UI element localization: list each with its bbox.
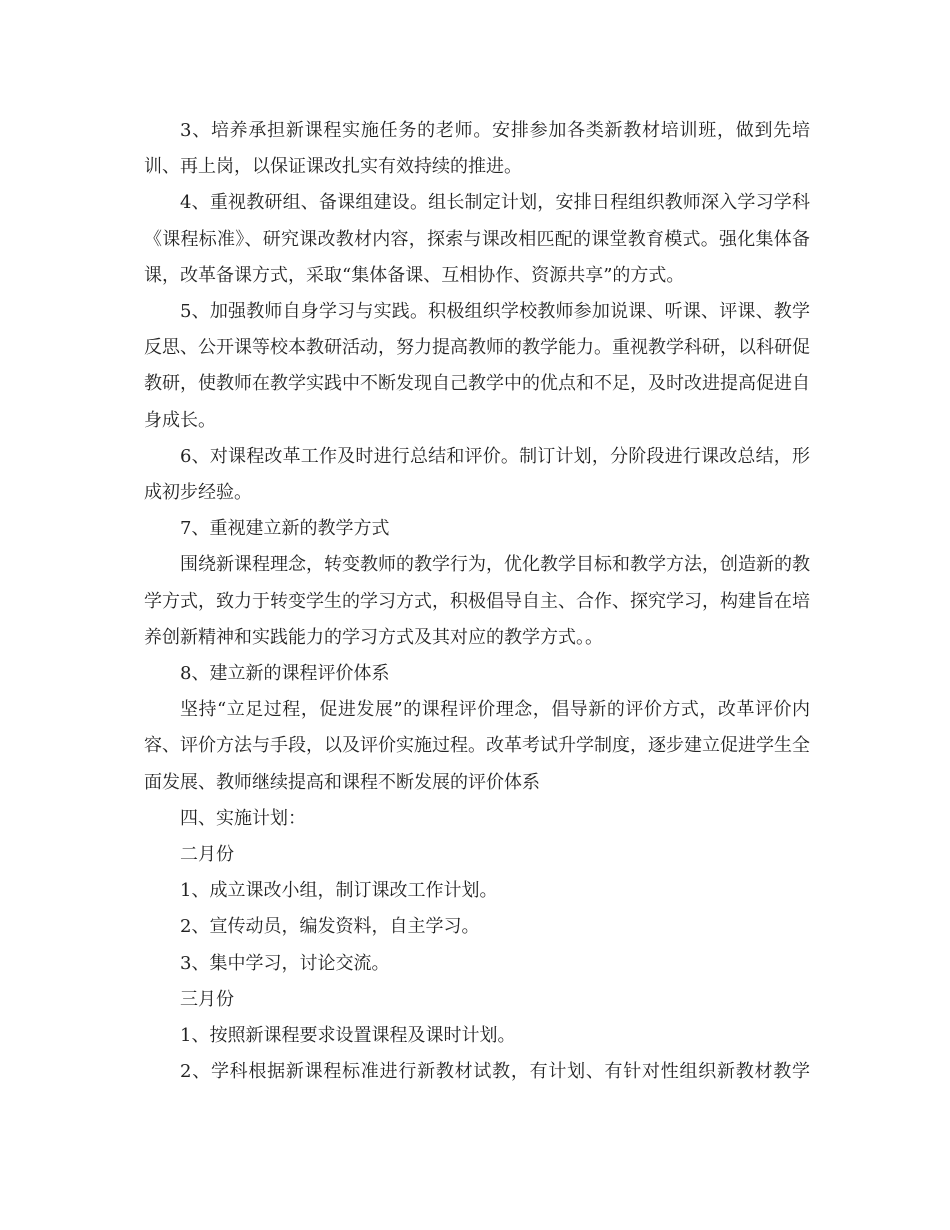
paragraph-item-5: 5、加强教师自身学习与实践。积极组织学校教师参加说课、听课、评课、教学反思、公开课等校本教研活动，努力提高教师的教学能力。重视教学科研，以科研促教研，使教师在教学实践中不断发现自己教学中的优点和不足，及时改进提高促进自身成长。 bbox=[144, 301, 810, 431]
section-heading-teaching-methods: 7、重视建立新的教学方式 bbox=[180, 518, 390, 540]
paragraph-item-4: 4、重视教研组、备课组建设。组长制定计划，安排日程组织教师深入学习学科《课程标准》、研究课改教材内容，探索与课改相匹配的课堂教育模式。强化集体备课，改革备课方式，采取“集体备课、互相协作、资源共享”的方式。 bbox=[144, 192, 810, 286]
paragraph-item-6: 6、对课程改革工作及时进行总结和评价。制订计划，分阶段进行课改总结，形成初步经验。 bbox=[144, 445, 810, 504]
section-heading-implementation-plan: 四、实施计划： bbox=[180, 807, 306, 829]
section-heading-evaluation-system: 8、建立新的课程评价体系 bbox=[180, 663, 390, 685]
document-body bbox=[144, 113, 810, 1090]
march-item-2: 2、学科根据新课程标准进行新教材试教，有计划、有针对性组织新教材教学 bbox=[180, 1061, 810, 1083]
paragraph-teaching-methods: 围绕新课程理念，转变教师的教学行为，优化教学目标和教学方法，创造新的教学方式，致力于转变学生的学习方式，积极倡导自主、合作、探究学习，构建旨在培养创新精神和实践能力的学习方式及其对应的教学方式。。 bbox=[144, 554, 810, 648]
paragraph-item-3: 3、培养承担新课程实施任务的老师。安排参加各类新教材培训班，做到先培训、再上岗，以保证课改扎实有效持续的推进。 bbox=[144, 120, 810, 178]
february-item-2: 2、宣传动员，编发资料，自主学习。 bbox=[180, 916, 480, 938]
month-heading-february: 二月份 bbox=[180, 844, 234, 866]
march-item-1: 1、按照新课程要求设置课程及课时计划。 bbox=[180, 1025, 516, 1047]
february-item-3: 3、集中学习，讨论交流。 bbox=[180, 952, 390, 974]
paragraph-evaluation-system: 坚持“立足过程，促进发展”的课程评价理念，倡导新的评价方式，改革评价内容、评价方法与手段，以及评价实施过程。改革考试升学制度，逐步建立促进学生全面发展、教师继续提高和课程不断发展的评价体系 bbox=[144, 699, 810, 793]
month-heading-march: 三月份 bbox=[180, 988, 234, 1010]
february-item-1: 1、成立课改小组，制订课改工作计划。 bbox=[180, 880, 498, 902]
